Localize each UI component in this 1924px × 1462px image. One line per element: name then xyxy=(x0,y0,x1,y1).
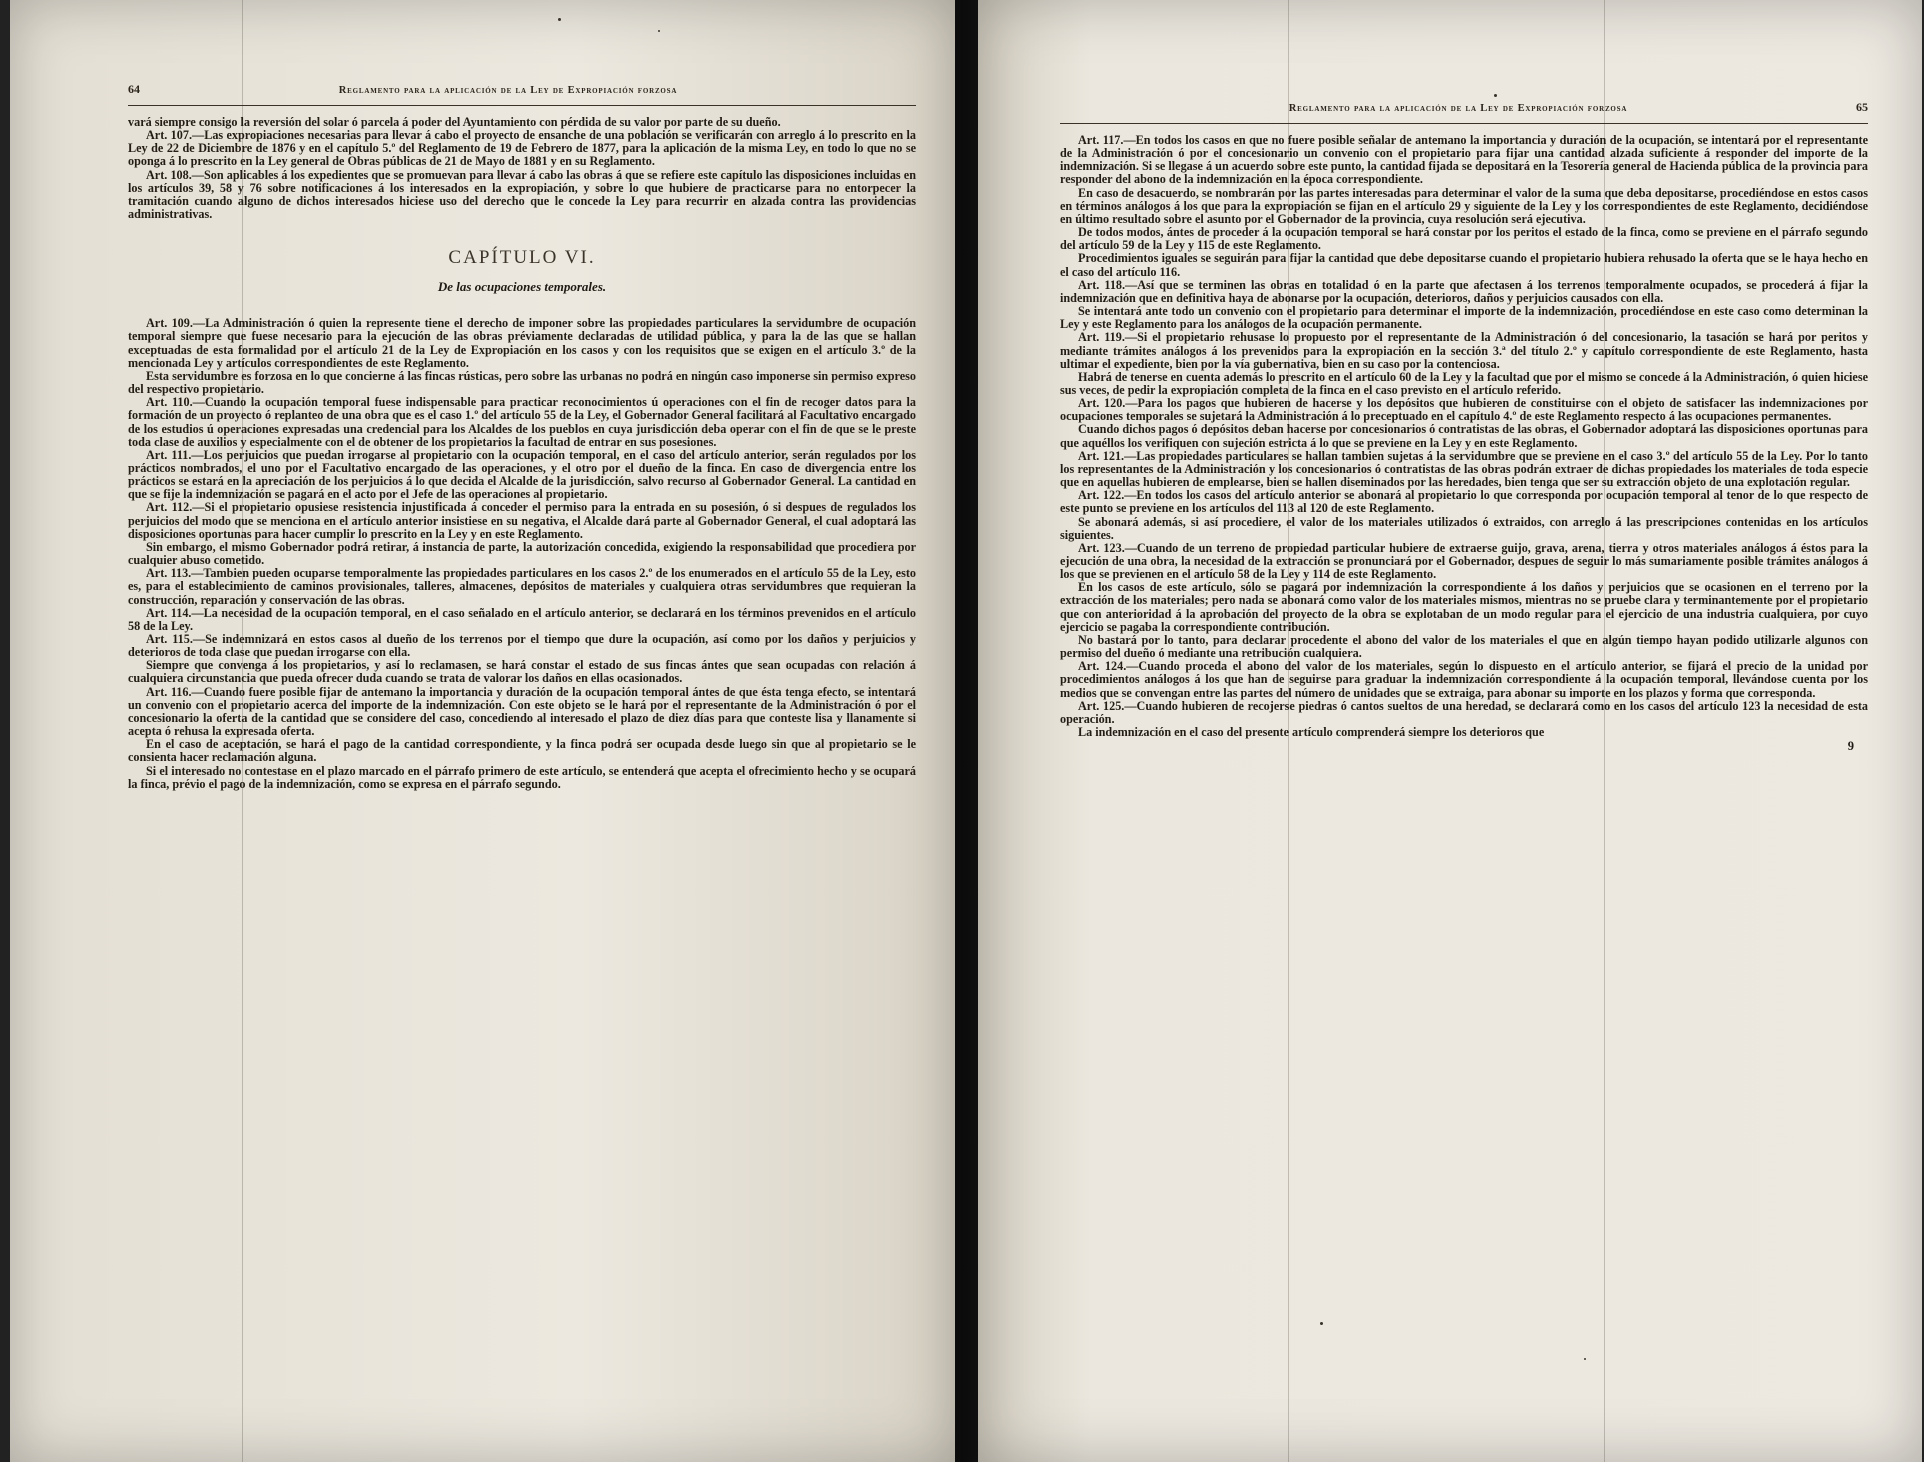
paragraph: Art. 112.—Si el propietario opusiese resistencia injustificada á conceder el permiso para la entrada en su posesión, ó si despues de regulados los perjuicios del modo que se menciona en el artículo anterior insistiese en su negativa, el Alcalde dará parte al Gobernador General, el cual adoptará las disposiciones oportunas para hacer cumplir lo prescrito en la Ley y en este Reglamento. xyxy=(128,500,916,541)
paragraph: Art. 122.—En todos los casos del artículo anterior se abonará al propietario lo que corresponda por ocupación temporal al tenor de lo que respecto de este punto se previene en los artículos del 113 al 120 de este Reglamento. xyxy=(1060,488,1868,516)
paragraph: Art. 111.—Los perjuicios que puedan irrogarse al propietario con la ocupación temporal, en el caso del artículo anterior, serán regulados por los prácticos nombrados, el uno por el Facultativo encargado de las operaciones, y el otro por el dueño de la finca. En caso de divergencia entre los prácticos se estará en la apreciación de los perjuicios á lo que decida el Alcalde de la jurisdicción, salvo recurso al Gobernador General. La cantidad en que se fije la indemnización se pagará en el acto por el Jefe de las operaciones al propietario. xyxy=(128,447,916,502)
paragraph: vará siempre consigo la reversión del solar ó parcela á poder del Ayuntamiento con pérdida de su valor por parte de su dueño. xyxy=(128,115,781,129)
paragraph: Art. 124.—Cuando proceda el abono del valor de los materiales, según lo dispuesto en el artículo anterior, se fijará el precio de la unidad por procedimientos análogos á los que han de seguirse para graduar la indemnización correspondiente á la ocupación temporal, llevándose cuenta por los medios que se convengan entre las partes del número de unidades que se extraiga, para abonar su importe en los plazos y forma que corresponda. xyxy=(1060,659,1868,700)
right-page-content xyxy=(1060,100,1868,754)
paragraph: Art. 108.—Son aplicables á los expedientes que se promuevan para llevar á cabo las obras á que se refiere este capítulo las disposiciones incluidas en los artículos 39, 58 y 76 sobre notificaciones á los interesados en la expropiación, y sobre lo que hubiere de practicarse para no entorpecer la tramitación cuando alguno de dichos interesados hiciese uso del derecho que le concede la Ley para recurrir en alzada contra las providencias administrativas. xyxy=(128,167,916,222)
paragraph: Art. 123.—Cuando de un terreno de propiedad particular hubiere de extraerse guijo, grava, arena, tierra y otros materiales análogos á éstos para la ejecución de una obra, la necesidad de la extracción se pronunciará por el Gobernador, despues de seguir lo más sumariamente posible trámites análogos á los que se previenen en el artículo 58 de la Ley y 114 de este Reglamento. xyxy=(1060,540,1868,582)
paragraph: Art. 109.—La Administración ó quien la represente tiene el derecho de imponer sobre las propiedades particulares la servidumbre de ocupación temporal siempre que fuese necesario para la ejecución de las obras préviamente declaradas de utilidad pública, y para la de las que se hallan exceptuadas de esta formalidad por el artículo 21 de la Ley de Expropiación en los casos y con los requisitos que se exigen en el artículo 3.º de la mencionada Ley y artículos correspondientes de este Reglamento. xyxy=(128,316,916,370)
paper-speck xyxy=(658,30,660,32)
header-rule xyxy=(128,105,916,106)
right-page xyxy=(978,0,1922,1462)
paragraph: Art. 114.—La necesidad de la ocupación temporal, en el caso señalado en el artículo anterior, se declarará en los términos prevenidos en el artículo 58 de la Ley. xyxy=(128,605,916,633)
paragraph: En el caso de aceptación, se hará el pago de la cantidad correspondiente, y la finca podrá ser ocupada desde luego sin que al propietario se le consienta hacer reclamación alguna. xyxy=(128,737,916,765)
right-running-header xyxy=(1060,100,1868,115)
paragraph: Art. 115.—Se indemnizará en estos casos al dueño de los terrenos por el tiempo que dure la ocupación, así como por los daños y perjuicios y deterioros de toda clase que puedan irrogarse con ella. xyxy=(128,632,916,660)
paragraph: La indemnización en el caso del presente artículo comprenderá siempre los deterioros que xyxy=(1078,725,1545,740)
paragraph: Se intentará ante todo un convenio con el propietario para determinar el importe de la indemnización, procediéndose en este caso como determinan la Ley y este Reglamento para los análogos de la ocupación permanente. xyxy=(1060,304,1868,332)
paper-speck xyxy=(1494,94,1497,97)
paragraph: En caso de desacuerdo, se nombrarán por las partes interesadas para determinar el valor de la suma que deba depositarse, procediéndose en estos casos en términos análogos á los que para la expropiación se fijan en el artículo 29 y siguiente de la Ley y los correspondientes de este Reglamento, decidiéndose en último resultado sobre el asunto por el Gobernador de la provincia, cuya resolución será ejecutiva. xyxy=(1060,185,1868,226)
header-rule xyxy=(1060,123,1868,124)
right-page-number: 65 xyxy=(1856,100,1868,114)
paper-speck xyxy=(1584,1358,1586,1360)
paper-speck xyxy=(558,18,561,21)
left-page-number: 64 xyxy=(128,82,140,96)
paragraph: Art. 116.—Cuando fuere posible fijar de antemano la importancia y duración de la ocupación temporal ántes de que ésta tenga efecto, se intentará un convenio con el propietario acerca del importe de la indemnización. Con este objeto se le hará por el representante de la Administración ó por el concesionario la oferta de la cantidad que se considere del caso, concediendo al interesado el plazo de diez días para que conteste lisa y llanamente si acepta ó rehusa la expresada oferta. xyxy=(128,684,916,739)
left-page-content xyxy=(128,82,916,791)
paragraph: Cuando dichos pagos ó depósitos deban hacerse por concesionarios ó contratistas de las obras, el Gobernador adoptará las disposiciones oportunas para que aquéllos los verifiquen con sujeción estricta á lo que se previene en la Ley y en este Reglamento. xyxy=(1060,422,1868,450)
paragraph: Art. 113.—Tambien pueden ocuparse temporalmente las propiedades particulares en los casos 2.º de los enumerados en el artículo 55 de la Ley, esto es, para el establecimiento de caminos provisionales, talleres, almacenes, depósitos de materiales y cualquiera otras servidumbres que requieran la construcción, reparación y conservación de las obras. xyxy=(128,566,916,607)
paragraph: Si el interesado no contestase en el plazo marcado en el párrafo primero de este artículo, se entenderá que acepta el ofrecimiento hecho y se ocupará la finca, prévio el pago de la indemnización, como se expresa en el párrafo segundo. xyxy=(128,763,916,791)
right-header-title: Reglamento para la aplicación de la Ley de Expropiación forzosa xyxy=(1288,103,1628,114)
paragraph: Art. 120.—Para los pagos que hubieren de hacerse y los depósitos que hubieren de constituirse con el objeto de satisfacer las indemnizaciones por ocupaciones temporales se sujetará la Administración á lo preceptuado en el capítulo 4.º de este Reglamento respecto á las ocupaciones permanentes. xyxy=(1060,396,1868,424)
paragraph: Sin embargo, el mismo Gobernador podrá retirar, á instancia de parte, la autorización concedida, exigiendo la responsabilidad que procediera por cualquier abuso cometido. xyxy=(128,539,916,568)
chapter-subtitle: De las ocupaciones temporales. xyxy=(437,279,607,295)
left-running-header xyxy=(128,82,916,97)
paragraph: Art. 107.—Las expropiaciones necesarias para llevar á cabo el proyecto de ensanche de una población se verificarán con arreglo á lo prescrito en la Ley de 22 de Diciembre de 1876 y en el capítulo 5.º del Reglamento de 19 de Febrero de 1877, para la aplicación de la misma Ley, en todo lo que no se oponga á lo prescrito en la Ley general de Obras públicas de 21 de Mayo de 1881 y en su Reglamento. xyxy=(128,128,916,169)
paper-speck xyxy=(1320,1322,1323,1325)
chapter-heading: CAPÍTULO VI. xyxy=(448,247,596,269)
paragraph: Art. 121.—Las propiedades particulares se hallan tambien sujetas á la servidumbre que se previene en el caso 3.º del artículo 55 de la Ley. Por lo tanto los representantes de la Administración y los concesionarios ó contratistas de las obras podrán extraer de dichas propiedades los materiales de toda especie que en aquellas hubieren de emplearse, bien se hallen diseminados por las heredades, bien tenga que ser su extracción objeto de una explotación regular. xyxy=(1060,448,1868,490)
paragraph: Art. 119.—Si el propietario rehusase lo propuesto por el representante de la Administración ó del concesionario, la tasación se hará por peritos y mediante trámites análogos á los prevenidos para la expropiación en la sección 3.ª del título 2.º y capítulo correspondiente de este Reglamento, hasta ultimar el expediente, bien por la vía gubernativa, bien en su caso por la contenciosa. xyxy=(1060,330,1868,371)
paragraph: De todos modos, ántes de proceder á la ocupación temporal se hará constar por los peritos el estado de la finca, como se previene en el párrafo segundo del artículo 59 de la Ley y 115 de este Reglamento. xyxy=(1060,225,1868,253)
paragraph: Esta servidumbre es forzosa en lo que concierne á las fincas rústicas, pero sobre las urbanas no podrá en ningún caso imponerse sin permiso expreso del respectivo propietario. xyxy=(128,368,916,397)
left-header-title: Reglamento para la aplicación de la Ley de Expropiación forzosa xyxy=(338,85,678,96)
paragraph: Siempre que convenga á los propietarios, y así lo reclamasen, se hará constar el estado de sus fincas ántes que sean ocupadas con relación á cualquiera circunstancia que pueda ofrecer duda cuando se trata de valorar los daños en ellas ocasionados. xyxy=(128,658,916,686)
paragraph: No bastará por lo tanto, para declarar procedente el abono del valor de los materiales el que en algún tiempo hayan podido utilizarle algunos con permiso del dueño ó mediante una retribución cualquiera. xyxy=(1060,632,1868,661)
left-page xyxy=(10,0,955,1462)
paragraph: Se abonará además, si así procediere, el valor de los materiales utilizados ó extraidos, con arreglo á las prescripciones contenidas en los artículos siguientes. xyxy=(1060,514,1868,542)
paragraph: Habrá de tenerse en cuenta además lo prescrito en el artículo 60 de la Ley y la facultad que por el mismo se concede á la Administración, ó quien hiciese sus veces, de pedir la expropiación completa de la finca en el caso previsto en el artículo referido. xyxy=(1060,369,1868,397)
paragraph: Art. 110.—Cuando la ocupación temporal fuese indispensable para practicar reconocimientos ú operaciones con el fin de recoger datos para la formación de un proyecto ó replanteo de una obra que es el caso 1.º del artículo 55 de la Ley, el Gobernador General facilitará al Facultativo encargado de los estudios ú operaciones expresadas una credencial para los Alcaldes de los pueblos en cuya jurisdicción deba operar con el fin de que se le preste toda clase de auxilios y especialmente con el de obtener de los propietarios la facultad de entrar en sus posesiones. xyxy=(128,395,916,449)
paragraph: Art. 117.—En todos los casos en que no fuere posible señalar de antemano la importancia y duración de la ocupación, se intentará por el representante de la Administración ó por el concesionario un convenio con el propietario para fijar una cantidad alzada suficiente á responder del importe de la indemnización. Si se llegase á un acuerdo sobre este punto, la cantidad fijada se depositará en la Tesorería general de Hacienda pública de la provincia para responder del abono de la indemnización en la época correspondiente. xyxy=(1060,133,1868,187)
signature-mark: 9 xyxy=(1847,739,1854,754)
paragraph: Art. 125.—Cuando hubieren de recojerse piedras ó cantos sueltos de una heredad, se declarará como en los casos del artículo 123 la necesidad de esta operación. xyxy=(1060,698,1868,726)
paragraph: En los casos de este artículo, sólo se pagará por indemnización la correspondiente á los daños y perjuicios que se ocasionen en el terreno por la extracción de los materiales; pero nada se abonará como valor de los materiales mismos, mientras no se pruebe clara y terminantemente por el propietario que con anterioridad á la aprobación del proyecto de la obra se explotaban de un modo regular para el ejercicio de una industria cualquiera, por cuyo ejercicio se pagaba la correspondiente contribución. xyxy=(1060,580,1868,634)
paragraph: Procedimientos iguales se seguirán para fijar la cantidad que debe depositarse cuando el propietario hubiera rehusado la oferta que se le haya hecho en el caso del artículo 116. xyxy=(1060,251,1868,279)
paragraph: Art. 118.—Así que se terminen las obras en totalidad ó en la parte que afectasen á los terrenos temporalmente ocupados, se procederá á fijar la indemnización que en definitiva haya de abonarse por la ocupación, deterioros, daños y perjuicios causados con ella. xyxy=(1060,277,1868,305)
